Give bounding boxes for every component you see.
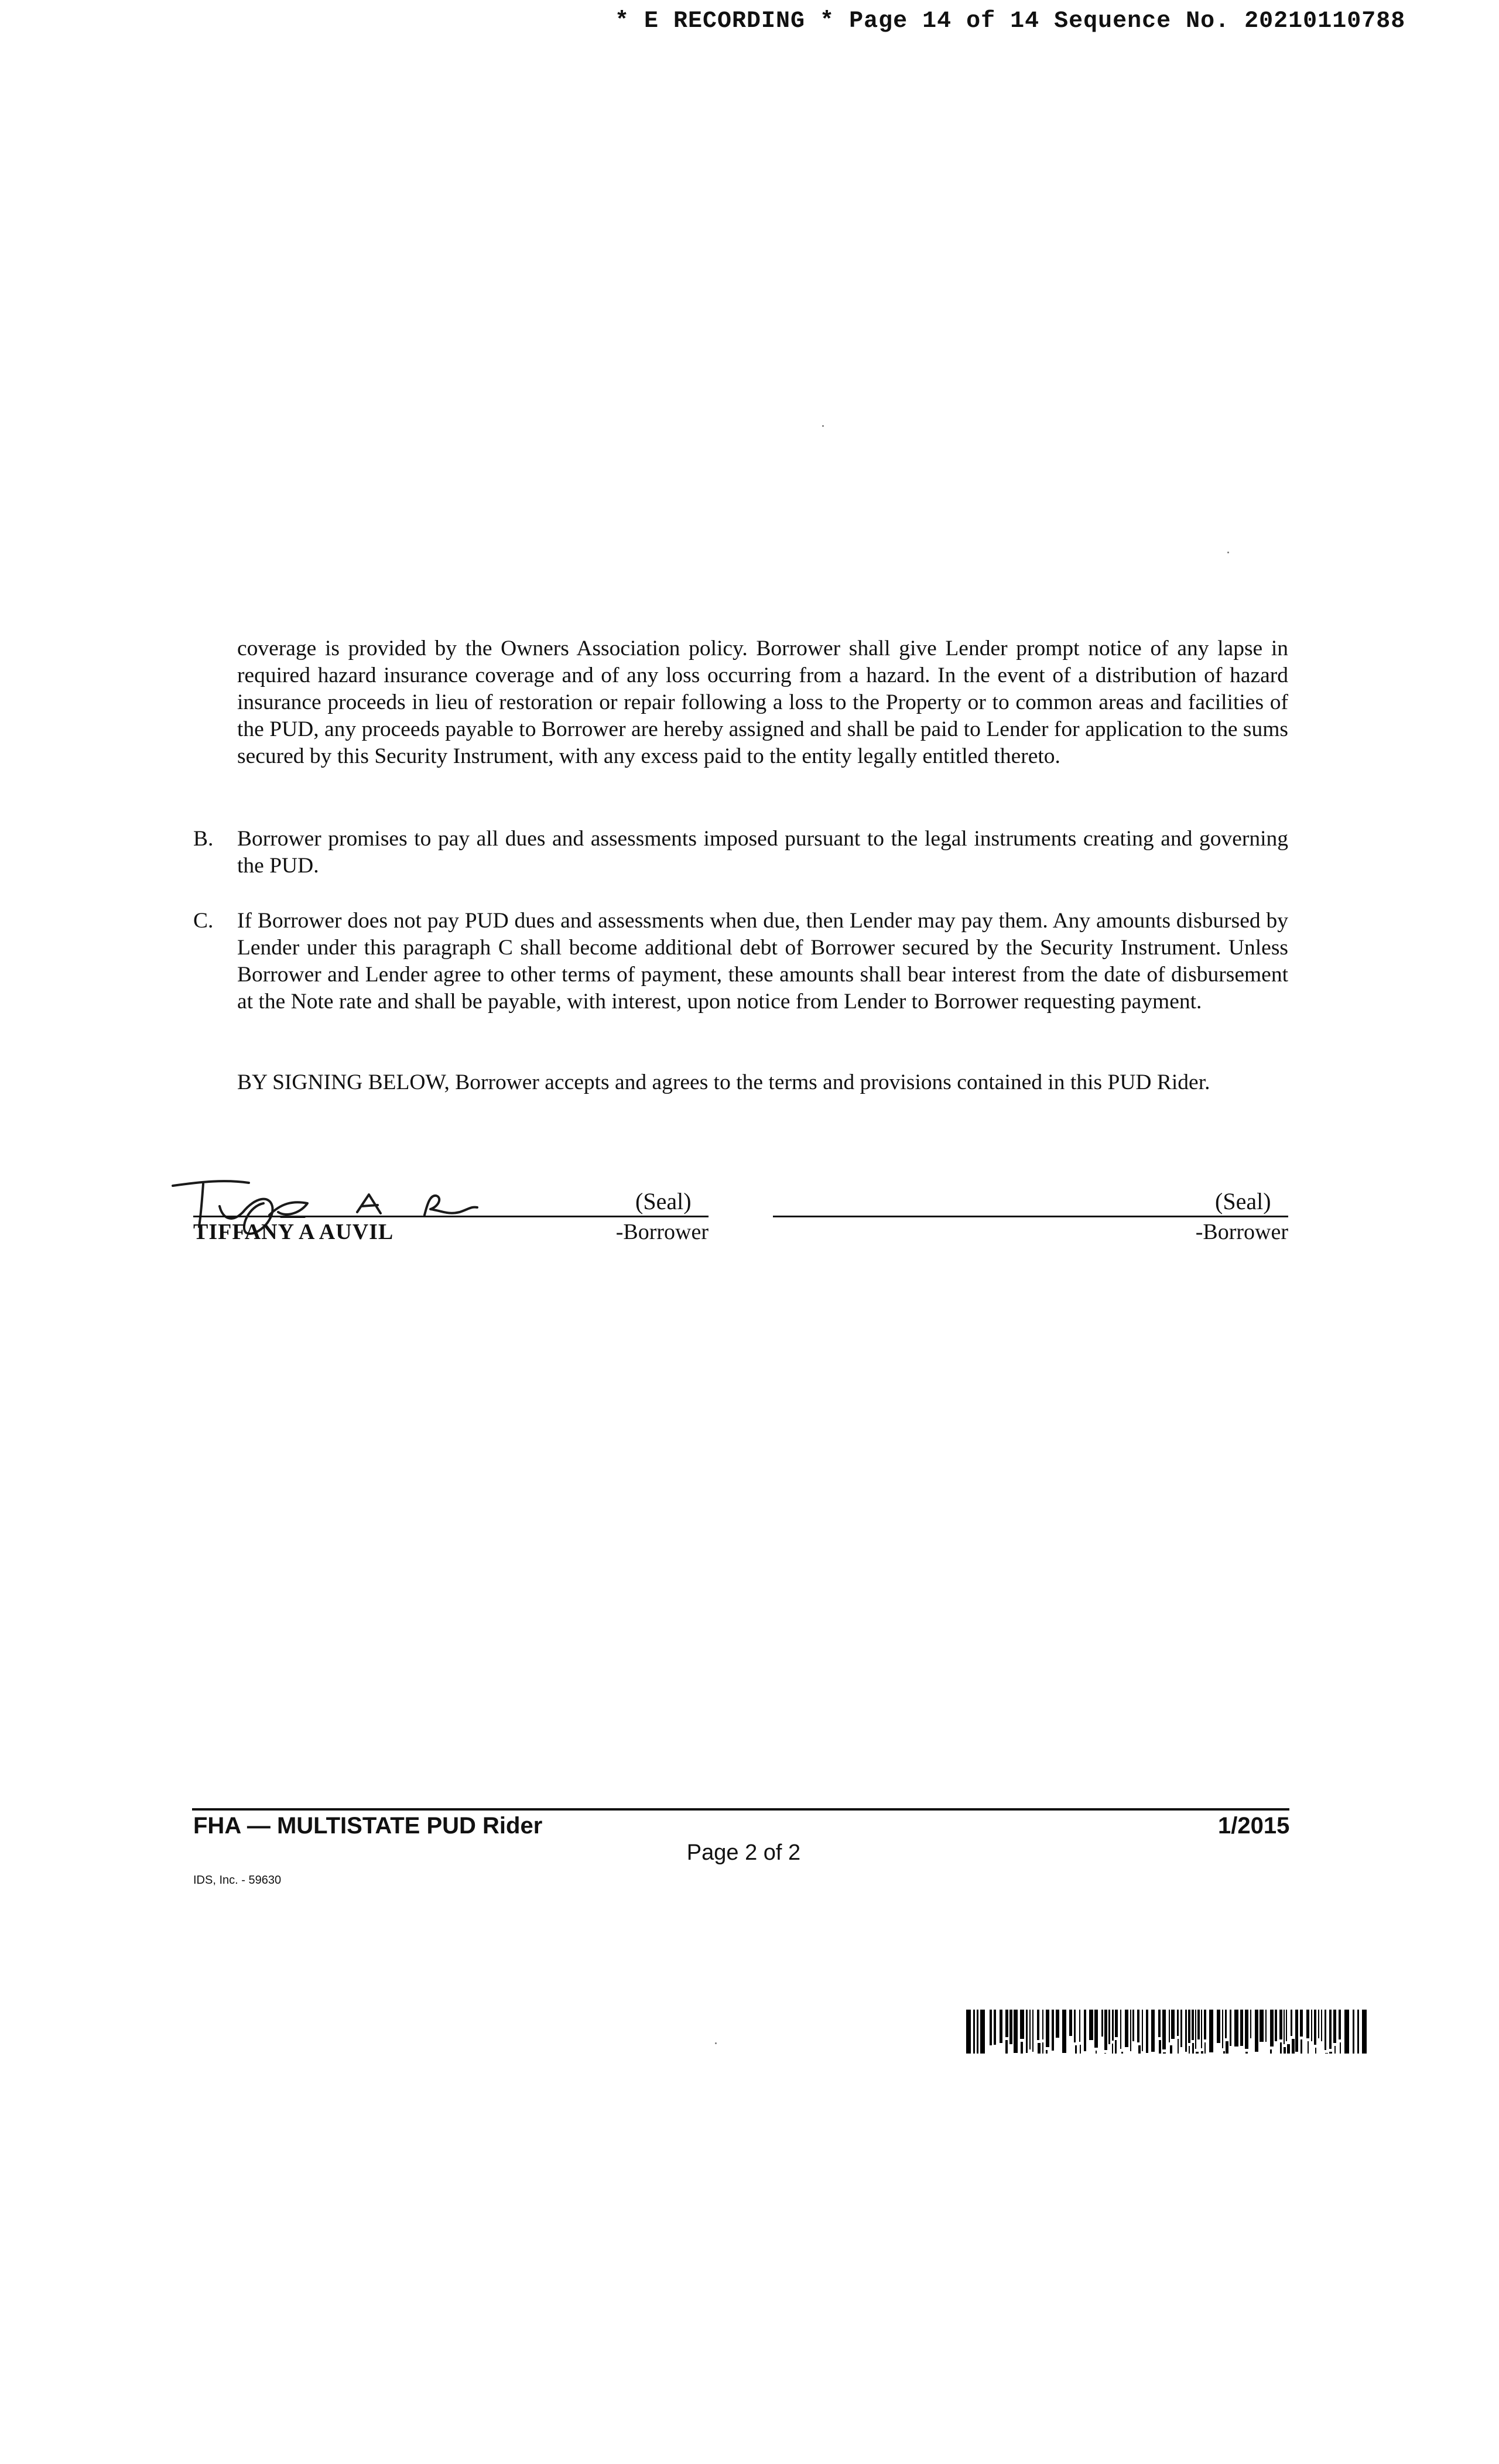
scan-speck xyxy=(1227,552,1229,553)
signing-statement: BY SIGNING BELOW, Borrower accepts and agrees to the terms and provisions contained in this PUD Rider. xyxy=(237,1070,1210,1094)
form-date: 1/2015 xyxy=(1218,1813,1290,1839)
seal-label-1: (Seal) xyxy=(635,1188,692,1214)
vendor-code: IDS, Inc. - 59630 xyxy=(193,1874,282,1887)
scan-speck xyxy=(715,2042,717,2044)
barcode-image xyxy=(966,2010,1370,2054)
recording-header: * E RECORDING * Page 14 of 14 Sequence No. 20210110788 xyxy=(615,8,1406,35)
seal-label-2: (Seal) xyxy=(1215,1188,1271,1214)
item-text-c: If Borrower does not pay PUD dues and assessments when due, then Lender may pay them. Any amounts disbursed by Lender under this paragraph C shall become additional debt of Borrower secured by the Security Instrument. Unless Borrower and Lender agree to other terms of payment, these amounts shall bear interest from the date of disbursement at the Note rate and shall be payable, with interest, upon notice from Lender to Borrower requesting payment. xyxy=(237,909,1288,1014)
item-letter-b: B. xyxy=(193,827,214,851)
item-letter-c: C. xyxy=(193,909,214,933)
borrower-name-1: TIFFANY A AUVIL xyxy=(193,1220,394,1244)
form-title: FHA — MULTISTATE PUD Rider xyxy=(193,1813,543,1839)
item-text-b: Borrower promises to pay all dues and assessments imposed pursuant to the legal instruments creating and governing the PUD. xyxy=(237,827,1288,878)
footer-rule xyxy=(192,1808,1289,1811)
borrower-role-2: -Borrower xyxy=(1195,1220,1288,1244)
intro-paragraph: coverage is provided by the Owners Association policy. Borrower shall give Lender prompt notice of any lapse in required hazard insurance coverage and of any loss occurring from a hazard. In the event of a distribution of hazard insurance proceeds in lieu of restoration or repair following a loss to the Property or to common areas and facilities of the PUD, any proceeds payable to Borrower are hereby assigned and shall be paid to Lender for application to the sums secured by this Security Instrument, with any excess paid to the entity legally entitled thereto. xyxy=(237,636,1288,768)
borrower-role-1: -Borrower xyxy=(615,1220,709,1244)
signature-line-1 xyxy=(193,1216,709,1217)
page-number: Page 2 of 2 xyxy=(686,1840,801,1865)
signature-line-2 xyxy=(773,1216,1288,1217)
scan-speck xyxy=(822,425,824,427)
